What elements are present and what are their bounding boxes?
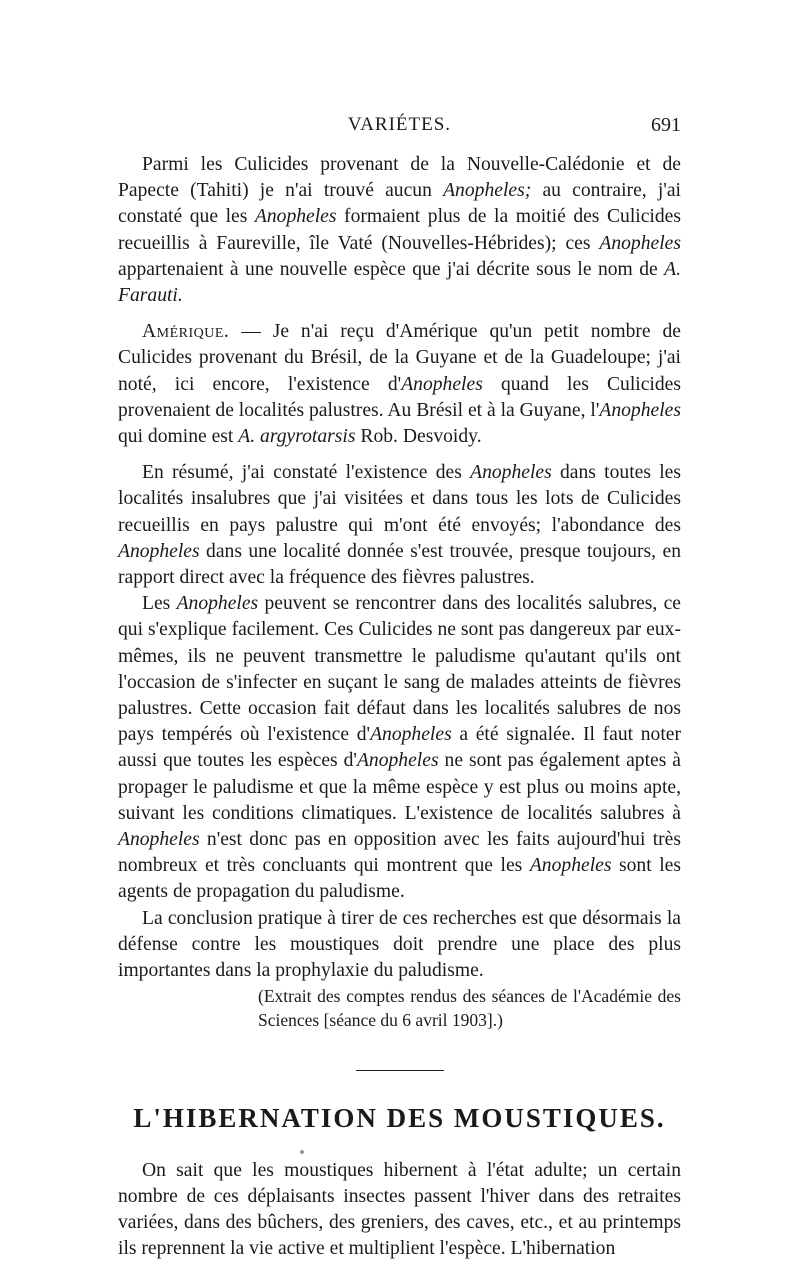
- text-run: En résumé, j'ai constaté l'existence des: [142, 462, 470, 483]
- text-run: Parmi les Culicides provenant de la Nouvelle-Calédonie et de Papecte (Tahiti) je n'ai trouvé aucun: [118, 154, 681, 201]
- species-name: Anopheles: [357, 750, 439, 771]
- text-run: dans toutes les localités insalubres que j'ai visitées et dans tous les lots de Culicides recueillis en pays palustre qui m'ont été envoyés; l'abondance des: [118, 462, 681, 535]
- species-name: Anopheles: [255, 206, 337, 227]
- species-name: Anopheles: [118, 541, 200, 562]
- paragraph-hibernation: On sait que les moustiques hibernent à l'état adulte; un certain nombre de ces déplaisants insectes passent l'hiver dans des retraites variées, dans des bûchers, des greniers, des caves, etc., et au printemps ils reprennent la vie active et multiplient l'espèce. L'hibernation: [118, 1158, 681, 1262]
- section-divider: [356, 1070, 444, 1071]
- species-name: Anopheles: [118, 829, 200, 850]
- text-run: ne sont pas également aptes à propager le paludisme et que la même espèce y est plus ou moins apte, suivant les conditions climatiques. L'existence de localités salubres à: [118, 750, 681, 823]
- text-run: — Je n'ai reçu d'Amérique qu'un petit nombre de Culicides provenant du Brésil, de la Guyane et de la Guadeloupe; j'ai noté, ici encore, l'existence d': [118, 321, 681, 394]
- page-number: 691: [651, 114, 681, 137]
- paragraph-healthy-localities: [118, 591, 681, 905]
- text-run: au contraire, j'ai constaté que les: [118, 180, 681, 227]
- text-run: sont les agents de propagation du paludisme.: [118, 855, 681, 902]
- text-run: qui domine est: [118, 426, 238, 447]
- species-name: Anopheles: [370, 724, 452, 745]
- species-name: A. Farauti.: [118, 259, 681, 306]
- species-name: Anopheles: [401, 374, 483, 395]
- running-title: VARIÉTES.: [118, 114, 681, 136]
- ink-mark: [300, 1150, 304, 1154]
- text-run: peuvent se rencontrer dans des localités salubres, ce qui s'explique facilement. Ces Culicides ne sont pas dangereux par eux-mêmes, ils ne peuvent transmettre le paludisme qu'autant qu'ils ont l'occasion de s'infecter en suçant le sang de malades atteints de fièvres palustres. Cette occasion fait défaut dans les localités salubres de nos pays tempérés où l'existence d': [118, 593, 681, 745]
- paragraph-america: [118, 319, 681, 450]
- species-name: Anopheles: [177, 593, 259, 614]
- species-name: Anopheles: [599, 400, 681, 421]
- paragraph-summary: [118, 460, 681, 591]
- text-run: Les: [142, 593, 177, 614]
- page-header: [118, 114, 681, 144]
- text-run: a été signalée. Il faut noter aussi que toutes les espèces d': [118, 724, 681, 771]
- section-title: L'HIBERNATION DES MOUSTIQUES.: [118, 1105, 681, 1131]
- text-run: n'est donc pas en opposition avec les faits aujourd'hui très nombreux et très concluants qui montrent que les: [118, 829, 681, 876]
- species-name: Anopheles: [530, 855, 612, 876]
- paragraph-conclusion: La conclusion pratique à tirer de ces recherches est que désormais la défense contre les moustiques doit prendre une place des plus importantes dans la prophylaxie du paludisme.: [118, 906, 681, 985]
- text-run: Rob. Desvoidy.: [356, 426, 482, 447]
- text-run: formaient plus de la moitié des Culicides recueillis à Faureville, île Vaté (Nouvelles-Hébrides); ces: [118, 206, 681, 253]
- page-body: [118, 152, 681, 1262]
- species-name: Anopheles: [599, 233, 681, 254]
- species-name: A. argyrotarsis: [238, 426, 355, 447]
- species-name: Anopheles;: [443, 180, 531, 201]
- section-lead: Amérique.: [142, 321, 229, 342]
- text-run: appartenaient à une nouvelle espèce que j'ai décrite sous le nom de: [118, 259, 664, 280]
- paragraph-oceania: [118, 152, 681, 309]
- species-name: Anopheles: [470, 462, 552, 483]
- text-run: quand les Culicides provenaient de localités palustres. Au Brésil et à la Guyane, l': [118, 374, 681, 421]
- text-run: dans une localité donnée s'est trouvée, presque toujours, en rapport direct avec la fréquence des fièvres palustres.: [118, 541, 681, 588]
- source-citation: (Extrait des comptes rendus des séances de l'Académie des Sciences [séance du 6 avril 1903].): [118, 984, 681, 1032]
